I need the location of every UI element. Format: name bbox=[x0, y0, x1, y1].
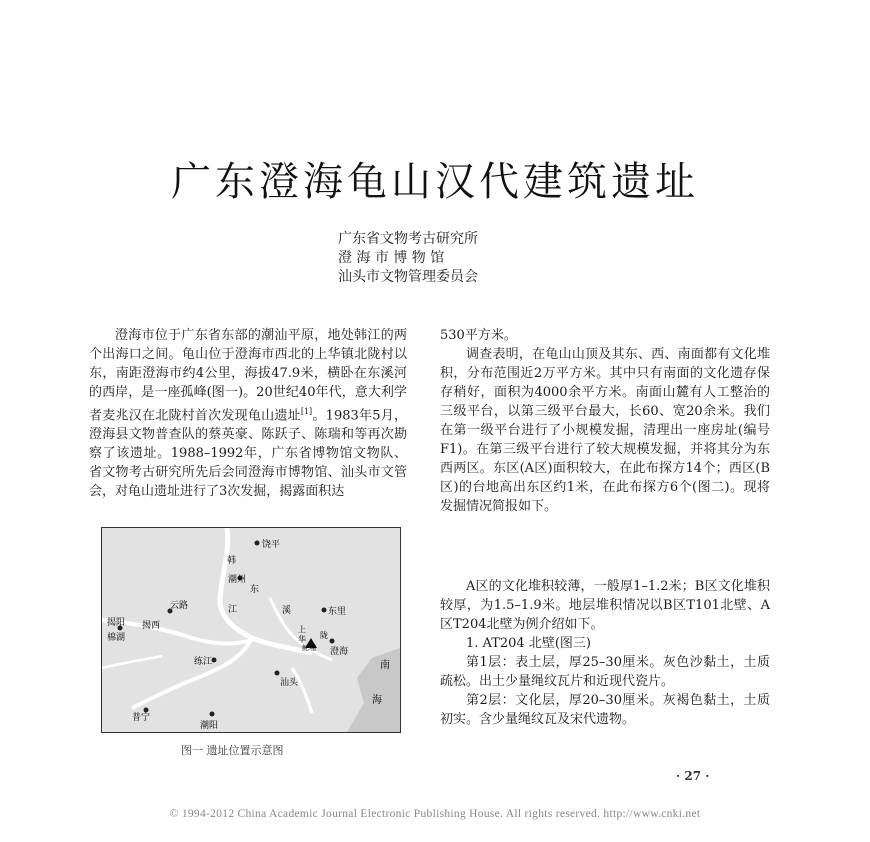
page-number: · 27 · bbox=[676, 769, 710, 783]
map-label: 普宁 bbox=[132, 713, 151, 723]
map-label: 东里 bbox=[328, 607, 347, 617]
site-location-map bbox=[101, 527, 401, 733]
map-label: 揭西 bbox=[142, 621, 161, 631]
article-title: 广东澄海龟山汉代建筑遗址 bbox=[171, 159, 699, 205]
author-line: 汕头市文物管理委员会 bbox=[338, 269, 478, 285]
left-column bbox=[89, 326, 407, 501]
section-heading: 1. AT204 北壁(图三) bbox=[466, 636, 591, 651]
body-paragraph: 530平方米。 bbox=[440, 328, 517, 343]
map-label: 南 bbox=[380, 660, 390, 671]
map-label: 揭阳 bbox=[107, 618, 126, 628]
map-label: 鮀埔 bbox=[302, 644, 316, 652]
map-label: 潮阳 bbox=[200, 721, 219, 731]
footnote-ref[interactable]: [1] bbox=[300, 407, 313, 416]
map-label: 海 bbox=[372, 695, 382, 706]
map-svg bbox=[102, 528, 400, 732]
map-label: 澄海 bbox=[330, 647, 349, 657]
map-label: 云路 bbox=[170, 601, 189, 611]
map-label: 陇 bbox=[320, 631, 328, 640]
copyright-footer: © 1994-2012 China Academic Journal Electronic Publishing House. All rights reserved. http://www.cnki.net bbox=[169, 808, 701, 820]
paragraph-text: 澄海市位于广东省东部的潮汕平原，地处韩江的两个出海口之间。龟山位于澄海市西北的上华镇北陇村以东，南距澄海市约4公里，海拔47.9米，横卧在东溪河的西岸，是一座孤峰(图一)。20世纪40年代，意大利学者麦兆汉在北陇村首次发现龟山遗址 bbox=[89, 328, 407, 424]
map-label: 汕头 bbox=[280, 678, 299, 688]
body-paragraph: A区的文化堆积较薄，一般厚1–1.2米；B区文化堆积较厚，为1.5–1.9米。地层堆积情况以B区T101北壁、A区T204北壁为例介绍如下。 bbox=[440, 579, 770, 632]
author-line: 澄 海 市 博 物 馆 bbox=[338, 250, 445, 266]
map-label: 华 bbox=[298, 635, 306, 644]
map-label: 上 bbox=[298, 625, 306, 634]
map-label: 练江 bbox=[194, 657, 213, 667]
right-column-top bbox=[440, 326, 770, 516]
map-label: 江 bbox=[228, 605, 238, 615]
map-label: 东 bbox=[250, 585, 260, 595]
right-column-bottom bbox=[440, 577, 770, 729]
map-label: 饶平 bbox=[262, 540, 281, 550]
body-paragraph bbox=[89, 326, 407, 501]
figure-caption: 图一 遗址位置示意图 bbox=[181, 744, 284, 757]
body-paragraph: 第2层：文化层，厚20–30厘米。灰褐色黏土，土质初实。含少量绳纹瓦及宋代遗物。 bbox=[440, 693, 770, 727]
map-label: 韩 bbox=[227, 556, 237, 566]
map-label: 潮州 bbox=[228, 575, 247, 585]
map-label: 棉湖 bbox=[107, 633, 126, 643]
body-paragraph: 调查表明，在龟山山顶及其东、西、南面都有文化堆积，分布范围近2万平方米。其中只有南面的文化遗存保存稍好，面积为4000余平方米。南面山麓有人工整治的三级平台，以第三级平台最大，长60、宽20余米。我们在第一级平台进行了小规模发掘，清理出一座房址(编号F1)。在第三级平台进行了较大规模发掘，并将其分为东西两区。东区(A区)面积较大，在此布探方14个；西区(B区)的台地高出东区约1米，在此布探方6个(图二)。现将发掘情况简报如下。 bbox=[440, 347, 770, 514]
paragraph-text: 。1983年5月，澄海县文物普查队的蔡英豪、陈跃子、陈瑞和等再次勘察了该遗址。1988–1992年，广东省博物馆文物队、省文物考古研究所先后会同澄海市博物馆、汕头市文管会，对龟山遗址进行了3次发掘，揭露面积达 bbox=[89, 408, 407, 500]
map-label: 溪 bbox=[282, 606, 292, 616]
author-line: 广东省文物考古研究所 bbox=[338, 231, 478, 247]
body-paragraph: 第1层：表土层，厚25–30厘米。灰色沙黏土，土质疏松。出土少量绳纹瓦片和近现代瓷片。 bbox=[440, 655, 770, 689]
author-affiliations bbox=[338, 230, 478, 287]
